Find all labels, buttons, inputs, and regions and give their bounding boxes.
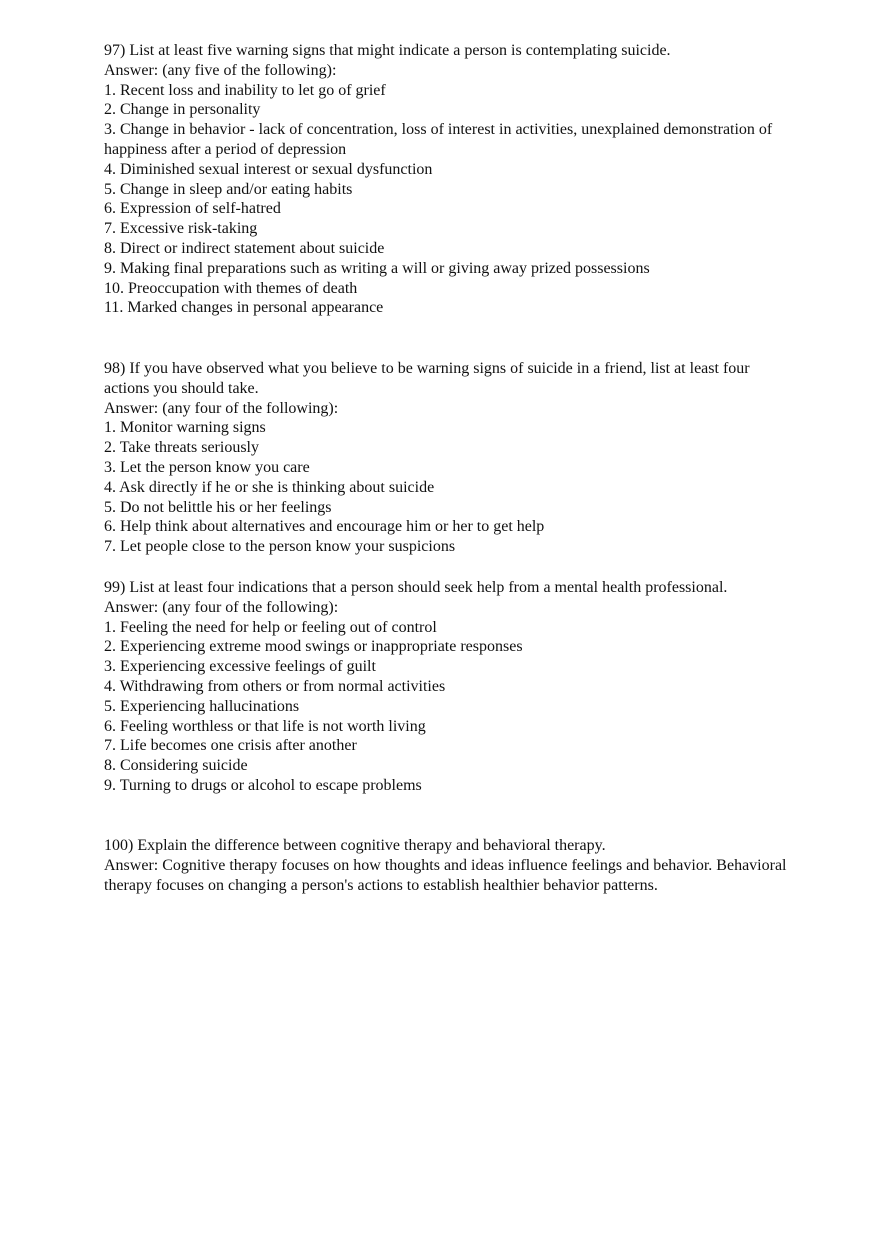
- list-item: 1. Recent loss and inability to let go of grief: [104, 81, 386, 99]
- list-item: 3. Change in behavior - lack of concentration, loss of interest in activities, unexplained demonstration of happiness after a period of depression: [104, 121, 773, 158]
- list-item: 2. Change in personality: [104, 101, 261, 119]
- list-item: 3. Experiencing excessive feelings of guilt: [104, 658, 376, 676]
- answer-list: [104, 618, 794, 796]
- list-item: 4. Ask directly if he or she is thinking about suicide: [104, 478, 435, 496]
- list-item: 9. Turning to drugs or alcohol to escape problems: [104, 776, 422, 794]
- question-97: [104, 41, 794, 318]
- question-98: [104, 359, 794, 557]
- list-item: 6. Feeling worthless or that life is not worth living: [104, 717, 426, 735]
- list-item: 4. Withdrawing from others or from normal activities: [104, 677, 446, 695]
- list-item: 10. Preoccupation with themes of death: [104, 279, 358, 297]
- answer-intro: Answer: (any four of the following):: [104, 399, 339, 417]
- list-item: 3. Let the person know you care: [104, 458, 310, 476]
- question-99: [104, 578, 794, 796]
- list-item: 9. Making final preparations such as writing a will or giving away prized possessions: [104, 259, 650, 277]
- list-item: 8. Direct or indirect statement about suicide: [104, 239, 385, 257]
- list-item: 6. Help think about alternatives and encourage him or her to get help: [104, 518, 545, 536]
- answer-intro: Answer: (any four of the following):: [104, 598, 339, 616]
- list-item: 5. Do not belittle his or her feelings: [104, 498, 332, 516]
- list-item: 1. Feeling the need for help or feeling out of control: [104, 618, 437, 636]
- list-item: 6. Expression of self-hatred: [104, 200, 281, 218]
- list-item: 4. Diminished sexual interest or sexual dysfunction: [104, 160, 433, 178]
- question-100: [104, 836, 794, 895]
- list-item: 1. Monitor warning signs: [104, 419, 266, 437]
- question-prompt: 100) Explain the difference between cognitive therapy and behavioral therapy.: [104, 837, 606, 854]
- list-item: 8. Considering suicide: [104, 757, 248, 775]
- list-item: 7. Life becomes one crisis after another: [104, 737, 357, 755]
- list-item: 5. Experiencing hallucinations: [104, 697, 300, 715]
- list-item: 2. Take threats seriously: [104, 439, 259, 457]
- list-item: 7. Let people close to the person know your suspicions: [104, 538, 456, 556]
- answer-list: [104, 81, 794, 319]
- list-item: 7. Excessive risk-taking: [104, 220, 258, 238]
- list-item: 5. Change in sleep and/or eating habits: [104, 180, 353, 198]
- question-prompt: 98) If you have observed what you believe to be warning signs of suicide in a friend, list at least four actions you should take.: [104, 360, 750, 397]
- answer-intro: Answer: (any five of the following):: [104, 61, 337, 79]
- list-item: 2. Experiencing extreme mood swings or inappropriate responses: [104, 638, 523, 656]
- answer-list: [104, 418, 794, 557]
- list-item: 11. Marked changes in personal appearance: [104, 299, 384, 317]
- answer-text: Answer: Cognitive therapy focuses on how thoughts and ideas influence feelings and behavior. Behavioral therapy focuses on changing a person's actions to establish healthier behavior patterns.: [104, 856, 787, 894]
- question-prompt: 99) List at least four indications that a person should seek help from a mental health professional.: [104, 579, 728, 596]
- question-prompt: 97) List at least five warning signs that might indicate a person is contemplating suicide.: [104, 42, 671, 59]
